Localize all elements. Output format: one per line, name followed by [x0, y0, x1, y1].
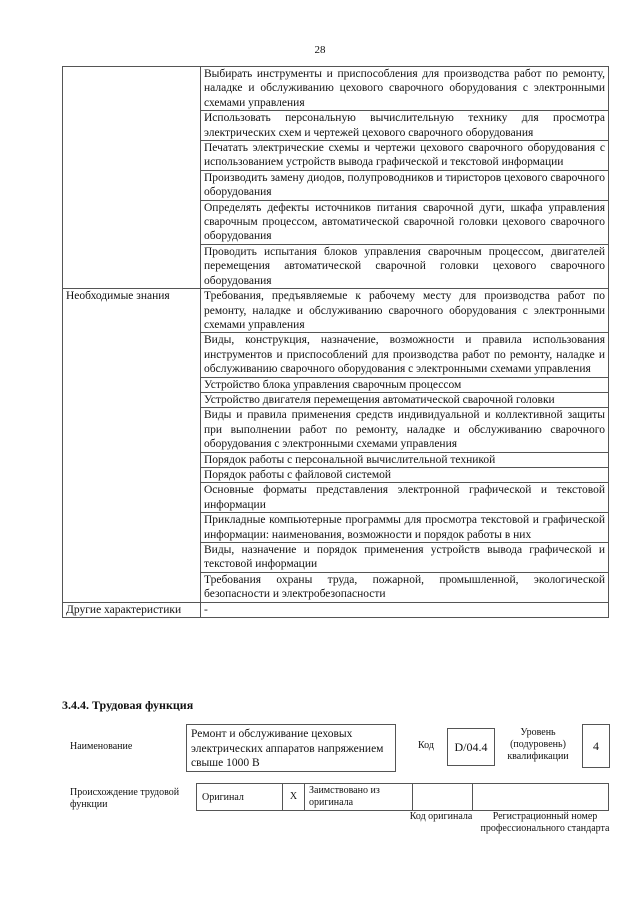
knowledge-item: Требования охраны труда, пожарной, промышленной, экологической безопасности и электробезопасности: [201, 572, 609, 602]
code-value: D/04.4: [447, 728, 495, 766]
original-mark: X: [283, 784, 305, 810]
knowledge-item: Виды, назначение и порядок применения устройств вывода графической и текстовой информации: [201, 543, 609, 573]
skill-item: Определять дефекты источников питания сварочной дуги, шкафа управления сварочным процессом, автоматической сварочной головки цехового сварочного оборудования: [201, 200, 609, 244]
origin-label: Происхождение трудовой функции: [70, 787, 180, 810]
other-characteristics-label: Другие характеристики: [63, 602, 201, 617]
origin-code-cell: [413, 784, 473, 810]
knowledge-item: Устройство двигателя перемещения автоматической сварочной головки: [201, 392, 609, 407]
knowledge-item: Требования, предъявляемые к рабочему месту для производства работ по ремонту, наладке и обслуживанию сварочного оборудования с электронными схемами управления: [201, 289, 609, 333]
level-label: Уровень (подуровень) квалификации: [507, 727, 569, 762]
knowledge-item: Основные форматы представления электронной графической и текстовой информации: [201, 483, 609, 513]
function-name-box: Ремонт и обслуживание цеховых электрических аппаратов напряжением свыше 1000 В: [186, 724, 396, 772]
skill-item: Производить замену диодов, полупроводников и тиристоров цехового сварочного оборудования: [201, 170, 609, 200]
skills-label-cell: [63, 67, 201, 289]
knowledge-item: Виды, конструкция, назначение, возможности и правила использования инструментов и приспособлений для производства работ по ремонту, наладке и обслуживанию сварочного оборудования с электронными схемами управления: [201, 333, 609, 377]
other-characteristics-value: -: [201, 602, 609, 617]
knowledge-item: Виды и правила применения средств индивидуальной и коллективной защиты при выполнении работ по ремонту, наладке и обслуживанию сварочного оборудования с электронными схемами управления: [201, 408, 609, 452]
knowledge-item: Прикладные компьютерные программы для просмотра текстовой и графической информации: наименования, возможности и порядок работы в них: [201, 513, 609, 543]
skill-item: Печатать электрические схемы и чертежи цехового сварочного оборудования с использованием устройств вывода графической и текстовой информации: [201, 141, 609, 171]
knowledge-skills-table: [62, 66, 609, 618]
code-label: Код: [418, 740, 434, 751]
table-row: [63, 67, 609, 111]
section-heading: 3.4.4. Трудовая функция: [62, 698, 194, 712]
table-row: [63, 602, 609, 617]
page-number: 28: [314, 44, 326, 56]
skill-item: Проводить испытания блоков управления сварочным процессом, двигателей перемещения автоматической сварочной головки цехового сварочного оборудования: [201, 244, 609, 288]
knowledge-item: Устройство блока управления сварочным процессом: [201, 377, 609, 392]
table-row: [63, 289, 609, 333]
origin-table: [196, 783, 609, 811]
skill-item: Использовать персональную вычислительную технику для просмотра электрических схем и чертежей цехового сварочного оборудования: [201, 111, 609, 141]
reg-number-label: Регистрационный номер профессионального стандарта: [480, 811, 610, 834]
level-value: 4: [582, 724, 610, 768]
name-label: Наименование: [70, 741, 133, 752]
knowledge-item: Порядок работы с персональной вычислительной техникой: [201, 452, 609, 467]
knowledge-item: Порядок работы с файловой системой: [201, 467, 609, 482]
skill-item: Выбирать инструменты и приспособления для производства работ по ремонту, наладке и обслуживанию цехового сварочного оборудования с электронными схемами управления: [201, 67, 609, 111]
borrowed-label: Заимствовано из оригинала: [305, 784, 413, 810]
origin-code-label: Код оригинала: [409, 811, 473, 822]
original-label: Оригинал: [197, 784, 283, 810]
knowledge-label: Необходимые знания: [63, 289, 201, 603]
